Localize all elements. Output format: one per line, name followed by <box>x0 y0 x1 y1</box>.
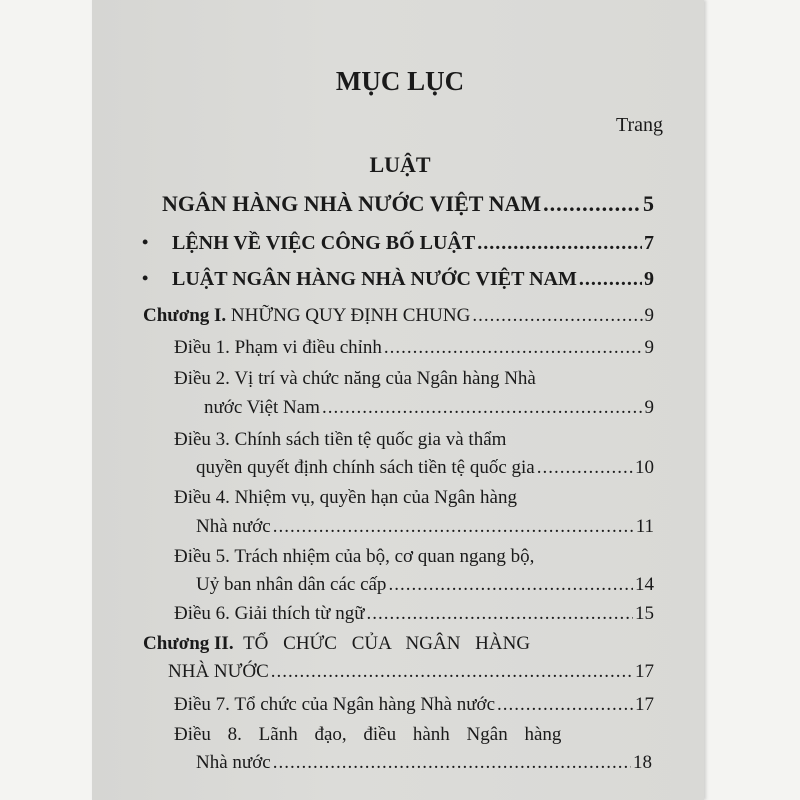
toc-entry-article7[interactable]: Điều 7. Tổ chức của Ngân hàng Nhà nước ..... 17 <box>174 693 654 717</box>
toc-entry-article8-line1[interactable]: Điều 8. Lãnh đạo, điều hành Ngân hàng <box>174 724 562 745</box>
toc-entry-article5-line1[interactable]: Điều 5. Trách nhiệm của bộ, cơ quan ngang bộ, <box>174 546 535 567</box>
toc-entry-article1[interactable]: Điều 1. Phạm vi điều chỉnh ..... 9 <box>174 336 654 360</box>
toc-entry-law[interactable]: LUẬT NGÂN HÀNG NHÀ NƯỚC VIỆT NAM ..... 9 <box>172 267 654 291</box>
toc-entry-article4-line1[interactable]: Điều 4. Nhiệm vụ, quyền hạn của Ngân hàng <box>174 487 517 508</box>
toc-entry-article4[interactable]: Nhà nước ..... 11 <box>196 515 654 539</box>
toc-entry-article2[interactable]: nước Việt Nam ..... 9 <box>204 396 654 420</box>
heading-line1: LUẬT <box>369 152 431 177</box>
toc-entry-article3-line1[interactable]: Điều 3. Chính sách tiền tệ quốc gia và thẩm <box>174 429 507 450</box>
toc-entry-chapter2-line1[interactable]: Chương II. TỔ CHỨC CỦA NGÂN HÀNG <box>143 633 531 654</box>
toc-entry-article8[interactable]: Nhà nước ..... 18 <box>196 751 652 775</box>
bullet-icon: • <box>142 232 149 252</box>
toc-entry-article6[interactable]: Điều 6. Giải thích từ ngữ ..... 15 <box>174 602 654 626</box>
toc-entry-chapter2[interactable]: NHÀ NƯỚC ..... 17 <box>168 660 654 684</box>
toc-entry-decree[interactable]: LỆNH VỀ VIỆC CÔNG BỐ LUẬT ..... 7 <box>172 231 654 255</box>
toc-entry-article3[interactable]: quyền quyết định chính sách tiền tệ quốc gia ..... 10 <box>196 456 654 480</box>
toc-entry-heading[interactable]: NGÂN HÀNG NHÀ NƯỚC VIỆT NAM ..... 5 <box>162 192 654 216</box>
page-title: MỤC LỤC <box>335 66 465 96</box>
toc-entry-chapter1[interactable]: Chương I. NHỮNG QUY ĐỊNH CHUNG ..... 9 <box>143 304 654 328</box>
toc-entry-article5[interactable]: Uỷ ban nhân dân các cấp ..... 14 <box>196 573 654 597</box>
page-column-label: Trang <box>615 114 663 136</box>
bullet-icon: • <box>142 268 149 288</box>
toc-entry-article2-line1[interactable]: Điều 2. Vị trí và chức năng của Ngân hàng Nhà <box>174 368 536 389</box>
